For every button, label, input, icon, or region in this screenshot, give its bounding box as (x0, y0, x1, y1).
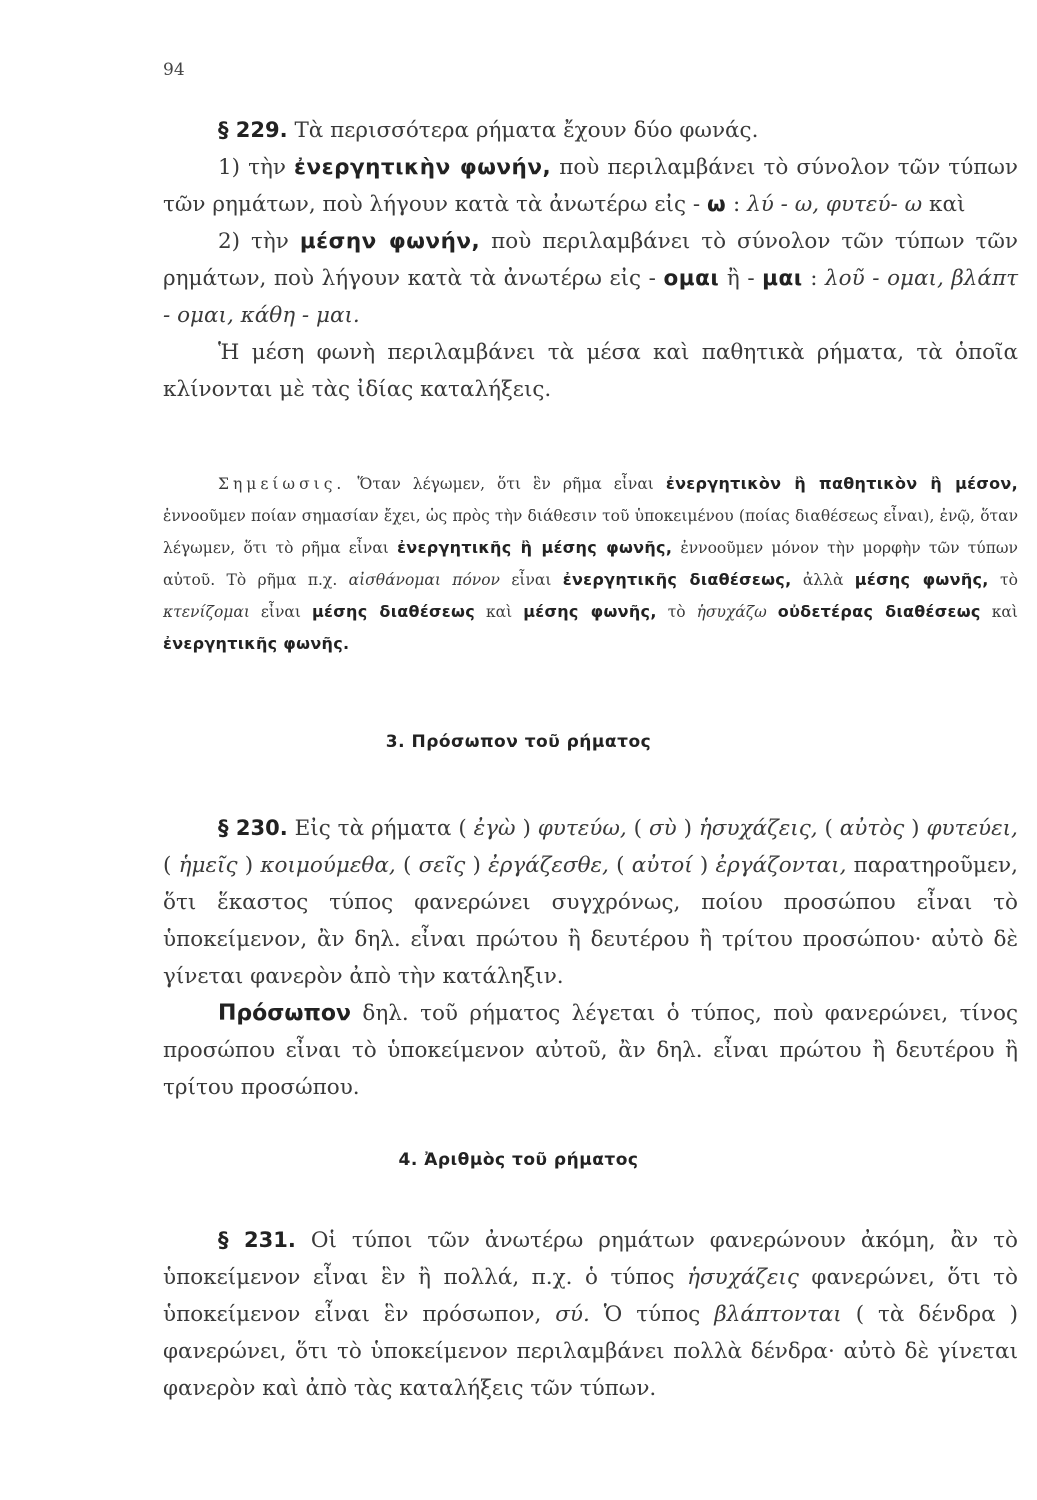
section-number: § 230. (218, 816, 288, 840)
note-label: Σημείωσις. (218, 475, 346, 493)
section-230 (163, 810, 1018, 1106)
heading-person: 3. Πρόσωπον τοῦ ρήματος (385, 732, 652, 752)
section-number: § 231. (218, 1228, 296, 1252)
section-231-text: § 231. Οἱ τύποι τῶν ἀνωτέρω ρημάτων φανερώνουν ἀκόμη, ἂν τὸ ὑποκείμενον εἶναι ἓν ἢ πολλά, π.χ. ὁ τύπος ἡσυχάζεις φανερώνει, ὅτι τὸ ὑποκείμενον εἶναι ἓν πρόσωπον, σύ. Ὁ τύπος βλάπτονται ( τὰ δένδρα ) φανερώνει, ὅτι τὸ ὑποκείμενον περιλαμβάνει πολλὰ δένδρα· αὐτὸ δὲ γίνεται φανερὸν καὶ ἀπὸ τὰς καταλήξεις τῶν τύπων. (163, 1228, 1018, 1401)
middle-voice-note: Ἡ μέση φωνὴ περιλαμβάνει τὰ μέσα καὶ παθητικὰ ρήματα, τὰ ὁποῖα κλίνονται μὲ τὰς ἰδίας καταλήξεις. (163, 340, 1018, 402)
section-229 (163, 112, 1018, 408)
section-231 (163, 1222, 1018, 1407)
active-voice-paragraph: 1) τὴν ἐνεργητικὴν φωνήν, ποὺ περιλαμβάνει τὸ σύνολον τῶν τύπων τῶν ρημάτων, ποὺ λήγουν κατὰ τὰ ἀνωτέρω εἰς - ω : λύ - ω, φυτεύ- ω καὶ (163, 155, 1018, 217)
note-text: Σημείωσις. Ὅταν λέγωμεν, ὅτι ἓν ρῆμα εἶναι ἐνεργητικὸν ἢ παθητικὸν ἢ μέσον, ἐννοοῦμεν ποίαν σημασίαν ἔχει, ὡς πρὸς τὴν διάθεσιν τοῦ ὑποκειμένου (ποίας διαθέσεως εἶναι), ἐνῷ, ὅταν λέγωμεν, ὅτι τὸ ρῆμα εἶναι ἐνεργητικῆς ἢ μέσης φωνῆς, ἐννοοῦμεν μόνον τὴν μορφὴν τῶν τύπων αὐτοῦ. Τὸ ρῆμα π.χ. αἰσθάνομαι πόνον εἶναι ἐνεργητικῆς διαθέσεως, ἀλλὰ μέσης φωνῆς, τὸ κτενίζομαι εἶναι μέσης διαθέσεως καὶ μέσης φωνῆς, τὸ ἡσυχάζω οὐδετέρας διαθέσεως καὶ ἐνεργητικῆς φωνῆς. (163, 474, 1018, 653)
term-active-voice: ἐνεργητικὴν φωνήν, (293, 155, 552, 180)
page-number: 94 (163, 60, 185, 80)
section-230-text: § 230. Εἰς τὰ ρήματα ( ἐγὼ ) φυτεύω, ( σὺ ) ἡσυχάζεις, ( αὐτὸς ) φυτεύει, ( ἡμεῖς ) κοιμούμεθα, ( σεῖς ) ἐργάζεσθε, ( αὐτοί ) ἐργάζονται, παρατηροῦμεν, ὅτι ἕκαστος τύπος φανερώνει συγχρόνως, ποίου προσώπου εἶναι τὸ ὑποκείμενον, ἂν δηλ. εἶναι πρώτου ἢ δευτέρου ἢ τρίτου προσώπου· αὐτὸ δὲ γίνεται φανερὸν ἀπὸ τὴν κατάληξιν. (163, 816, 1018, 989)
term-middle-voice: μέσην φωνήν, (299, 229, 481, 254)
term-person: Πρόσωπον (218, 1001, 352, 1026)
section-229-intro: § 229. Τὰ περισσότερα ρήματα ἔχουν δύο φωνάς. (218, 118, 759, 143)
person-definition: Πρόσωπον δηλ. τοῦ ρήματος λέγεται ὁ τύπος, ποὺ φανερώνει, τίνος προσώπου εἶναι τὸ ὑποκείμενον αὐτοῦ, ἂν δηλ. εἶναι πρώτου ἢ δευτέρου ἢ τρίτου προσώπου. (163, 1001, 1018, 1100)
middle-voice-paragraph: 2) τὴν μέσην φωνήν, ποὺ περιλαμβάνει τὸ σύνολον τῶν τύπων τῶν ρημάτων, ποὺ λήγουν κατὰ τὰ ἀνωτέρω εἰς - ομαι ἢ - μαι : λοῦ - ομαι, βλάπτ - ομαι, κάθη - μαι. (163, 229, 1018, 328)
heading-number: 4. Ἀριθμὸς τοῦ ρήματος (398, 1150, 639, 1170)
section-number: § 229. (218, 118, 288, 142)
note-block (163, 468, 1018, 660)
